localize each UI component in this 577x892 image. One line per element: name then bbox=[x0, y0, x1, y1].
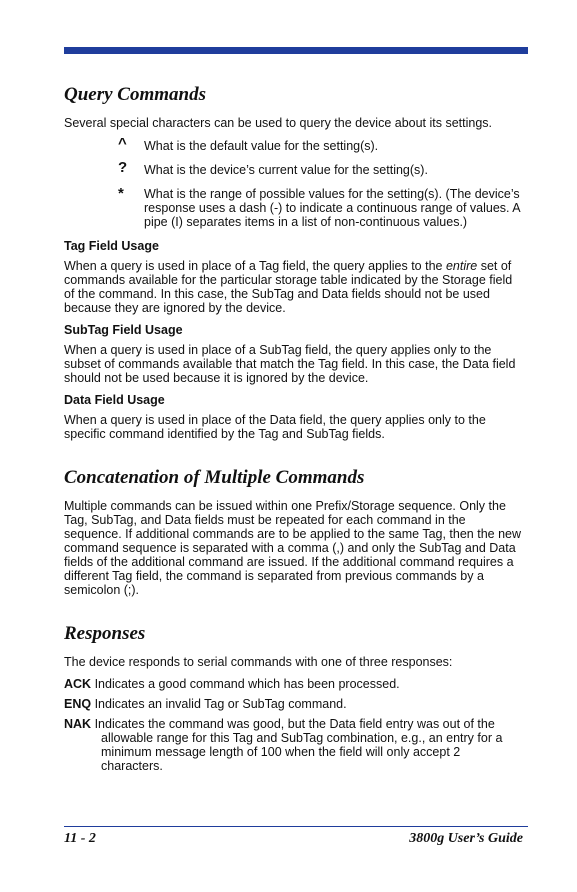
subtag-field-usage-heading: SubTag Field Usage bbox=[64, 323, 183, 337]
subtag-field-usage-text: When a query is used in place of a SubTag field, the query applies only to the subset of commands available that match the Tag field. In this case, the Data field should not be used because it is ignored by the device. bbox=[64, 343, 516, 385]
data-field-usage-text: When a query is used in place of the Data field, the query applies only to the specific command identified by the Tag and SubTag fields. bbox=[64, 413, 486, 441]
query-item-range bbox=[64, 187, 524, 229]
asterisk-symbol: * bbox=[118, 185, 124, 202]
query-item-text: What is the device’s current value for the setting(s). bbox=[144, 163, 428, 177]
tag-text-emphasis: entire bbox=[445, 259, 478, 273]
query-item-text: What is the default value for the setting(s). bbox=[144, 139, 379, 153]
response-code: NAK bbox=[64, 717, 92, 731]
guide-title: 3800g User’s Guide bbox=[409, 831, 523, 846]
response-text: Indicates an invalid Tag or SubTag command. bbox=[94, 697, 347, 711]
response-ack bbox=[64, 677, 524, 691]
concatenation-text: Multiple commands can be issued within one Prefix/Storage sequence. Only the Tag, SubTag, and Data fields must be repeated for each command in the sequence. If additional commands are to be applied to the same Tag, then the new command sequence is separated with a comma (,) and only the SubTag and Data fields of the additional command are issued. If the additional command requires a different Tag field, the command is separated from previous commands by a semicolon (;). bbox=[64, 499, 522, 597]
tag-text-part-2: set of commands available for the particular storage table indicated by the Storage field of the command. In this case, the SubTag and Data fields should not be used because they are ignored by the device. bbox=[64, 259, 513, 315]
query-intro: Several special characters can be used to query the device about its settings. bbox=[64, 116, 493, 130]
section-title-query-commands: Query Commands bbox=[64, 84, 206, 105]
response-text: Indicates a good command which has been processed. bbox=[94, 677, 400, 691]
section-title-responses: Responses bbox=[64, 623, 146, 644]
caret-symbol: ^ bbox=[118, 135, 127, 152]
query-item-text: What is the range of possible values for the setting(s). (The device’s response uses a dash (-) to indicate a continuous range of values. A pipe (I) separates items in a list of non-continuous values.) bbox=[144, 187, 520, 229]
responses-intro: The device responds to serial commands with one of three responses: bbox=[64, 655, 453, 669]
footer-rule bbox=[64, 826, 528, 827]
query-symbol-list bbox=[64, 135, 524, 229]
response-code: ACK bbox=[64, 677, 92, 691]
response-text: Indicates the command was good, but the Data field entry was out of the allowable range for this Tag and SubTag combination, e.g., an entry for a minimum message length of 100 when the field will only accept 2 characters. bbox=[94, 717, 503, 773]
header-rule bbox=[64, 47, 528, 54]
query-item-default bbox=[64, 135, 524, 153]
response-enq bbox=[64, 697, 524, 711]
response-nak bbox=[64, 717, 524, 773]
tag-field-usage-text bbox=[64, 259, 524, 315]
section-title-concatenation: Concatenation of Multiple Commands bbox=[64, 467, 365, 488]
data-field-usage-heading: Data Field Usage bbox=[64, 393, 165, 407]
page-number: 11 - 2 bbox=[64, 831, 96, 846]
tag-text-part-1: When a query is used in place of a Tag field, the query applies to the bbox=[64, 259, 446, 273]
tag-field-usage-heading: Tag Field Usage bbox=[64, 239, 159, 253]
query-item-current bbox=[64, 159, 524, 177]
page-content bbox=[64, 84, 524, 779]
response-code: ENQ bbox=[64, 697, 92, 711]
question-symbol: ? bbox=[118, 159, 128, 176]
